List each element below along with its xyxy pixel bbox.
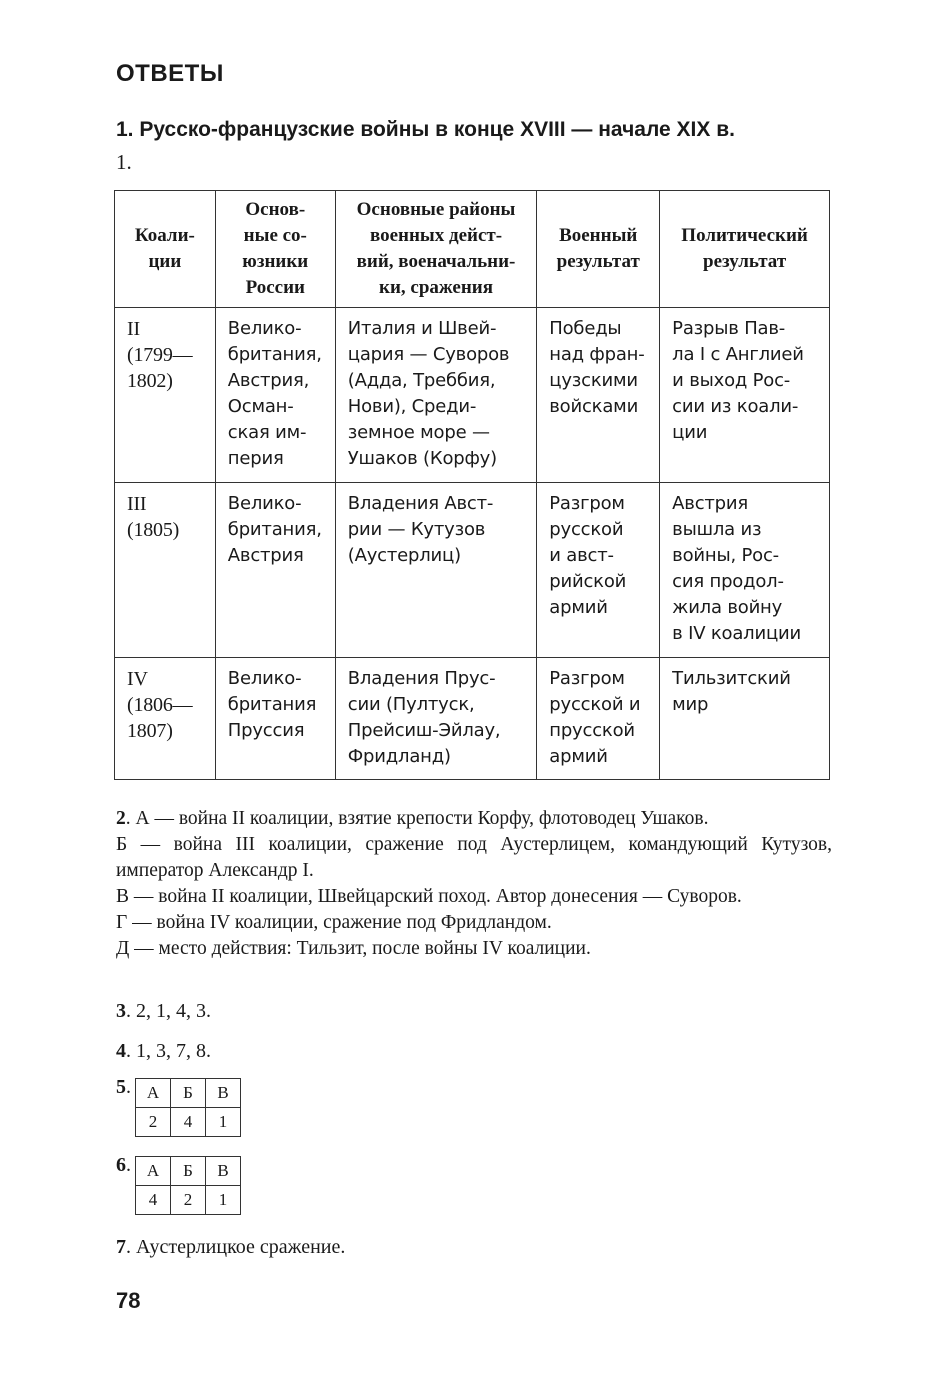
- answer-number: 5: [116, 1076, 126, 1098]
- letter-cell: Б: [171, 1157, 206, 1186]
- answer-5: 5. А Б В 2 4 1: [116, 1076, 241, 1137]
- answer-number: 7: [116, 1236, 126, 1258]
- answer-6: 6. А Б В 4 2 1: [116, 1154, 241, 1215]
- answer-number: 4: [116, 1040, 126, 1062]
- cell-coalition: II (1799— 1802): [115, 308, 216, 483]
- header-coalitions: Коали- ции: [115, 191, 216, 308]
- value-cell: 4: [136, 1186, 171, 1215]
- answer-2-line: 2. А — война II коалиции, взятие крепости Корфу, флотоводец Ушаков.: [116, 808, 709, 829]
- answer-number: 3: [116, 1000, 126, 1022]
- cell-allies: Велико- британия, Австрия, Осман- ская им- перия: [215, 308, 335, 483]
- header-allies: Основ- ные со- юзники России: [215, 191, 335, 308]
- value-cell: 4: [171, 1108, 206, 1137]
- letter-cell: В: [206, 1157, 241, 1186]
- letter-cell: Б: [171, 1079, 206, 1108]
- answer-7: 7. Аустерлицкое сражение.: [116, 1236, 346, 1258]
- value-cell: 1: [206, 1108, 241, 1137]
- answer-5-table: [135, 1078, 241, 1137]
- answer-3: 3. 2, 1, 4, 3.: [116, 1000, 211, 1022]
- header-areas: Основные районы военных дейст- вий, военачальни- ки, сражения: [335, 191, 537, 308]
- cell-military: Победы над фран- цузскими войсками: [537, 308, 660, 483]
- value-cell: 2: [171, 1186, 206, 1215]
- task-1-number: 1.: [116, 150, 132, 174]
- cell-military: Разгром русской и авст- рийской армий: [537, 483, 660, 658]
- answer-2: [116, 806, 832, 962]
- table-row: [115, 483, 830, 658]
- answer-6-table: [135, 1156, 241, 1215]
- header-military-result: Военный результат: [537, 191, 660, 308]
- cell-coalition: IV (1806— 1807): [115, 658, 216, 780]
- value-cell: 1: [206, 1186, 241, 1215]
- cell-areas: Италия и Швей- цария — Суворов (Адда, Треббия, Нови), Среди- земное море — Ушаков (Корфу): [335, 308, 537, 483]
- answer-2-line: Д — место действия: Тильзит, после войны IV коалиции.: [116, 938, 591, 959]
- answer-2-line: Б — война III коалиции, сражение под Аустерлицем, командующий Кутузов, император Александр I.: [116, 834, 832, 881]
- answer-4: 4. 1, 3, 7, 8.: [116, 1040, 211, 1062]
- cell-political: Австрия вышла из войны, Рос- сия продол- жила войну в IV коалиции: [660, 483, 830, 658]
- table-header-row: [115, 191, 830, 308]
- letter-cell: А: [136, 1157, 171, 1186]
- letter-cell: А: [136, 1079, 171, 1108]
- value-cell: 2: [136, 1108, 171, 1137]
- cell-coalition: III (1805): [115, 483, 216, 658]
- cell-areas: Владения Прус- сии (Пултуск, Прейсиш-Эйлау, Фридланд): [335, 658, 537, 780]
- cell-areas: Владения Авст- рии — Кутузов (Аустерлиц): [335, 483, 537, 658]
- section-title: 1. Русско-французские войны в конце XVIII — начале XIX в.: [116, 118, 735, 141]
- letter-cell: В: [206, 1079, 241, 1108]
- cell-political: Разрыв Пав- ла I с Англией и выход Рос- сии из коали- ции: [660, 308, 830, 483]
- answer-2-line: В — война II коалиции, Швейцарский поход. Автор донесения — Суворов.: [116, 886, 742, 907]
- page-number: 78: [116, 1288, 141, 1313]
- cell-allies: Велико- британия, Австрия: [215, 483, 335, 658]
- answer-number: 6: [116, 1154, 126, 1176]
- answer-2-line: Г — война IV коалиции, сражение под Фридландом.: [116, 912, 552, 933]
- table-row: [115, 658, 830, 780]
- cell-political: Тильзитский мир: [660, 658, 830, 780]
- coalitions-table: [114, 190, 830, 780]
- page-heading: ОТВЕТЫ: [116, 60, 224, 87]
- answer-number: 2: [116, 808, 126, 829]
- cell-military: Разгром русской и прусской армий: [537, 658, 660, 780]
- header-political-result: Политический результат: [660, 191, 830, 308]
- cell-allies: Велико- британия Пруссия: [215, 658, 335, 780]
- table-row: [115, 308, 830, 483]
